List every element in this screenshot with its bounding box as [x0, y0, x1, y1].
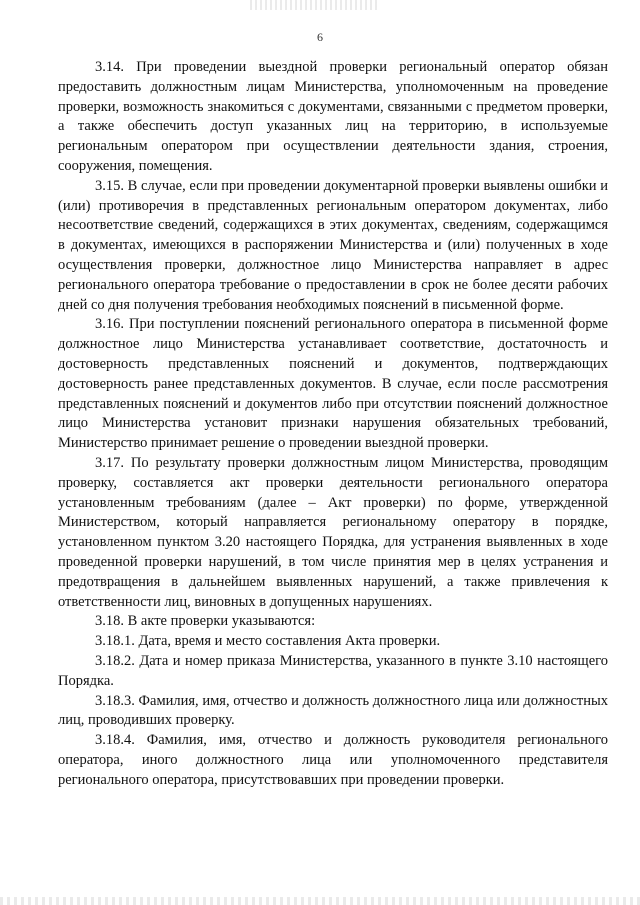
paragraph-3-17: 3.17. По результату проверки должностным лицом Министерства, проводящим проверку, составляется акт проверки деятельности регионального оператора установленным требованиям (далее – Акт проверки) по форме, утвержденной Министерством, который направляется региональному оператору в порядке, установленном пунктом 3.20 настоящего Порядка, для устранения выявленных в ходе проведенной проверки нарушений, в том числе принятия мер в целях устранения и предотвращения в дальнейшем выявленных нарушений, а также привлечения к ответственности лиц, виновных в допущенных нарушениях. — [58, 454, 608, 610]
document-body — [58, 58, 608, 790]
paragraph-3-18-2: 3.18.2. Дата и номер приказа Министерства, указанного в пункте 3.10 настоящего Порядка. — [58, 652, 608, 689]
page-number: 6 — [317, 30, 323, 44]
scan-artifact-top — [250, 0, 380, 10]
paragraph-3-16: 3.16. При поступлении пояснений регионального оператора в письменной форме должностное лицо Министерства устанавливает соответствие, достаточность и достоверность представленных пояснений и документов, подтверждающих достоверность ранее представленных документов. В случае, если после рассмотрения представленных пояснений и документов либо при отсутствии пояснений должностное лицо Министерства установит признаки нарушения обязательных требований, Министерство принимает решение о проведении выездной проверки. — [58, 316, 608, 452]
scan-artifact-bottom — [0, 897, 640, 905]
paragraph-3-18-1: 3.18.1. Дата, время и место составления Акта проверки. — [95, 633, 441, 650]
paragraph-3-14: 3.14. При проведении выездной проверки региональный оператор обязан предоставить должностным лицам Министерства, уполномоченным на проведение проверки, возможность знакомиться с документами, связанными с предметом проверки, а также обеспечить доступ указанных лиц на территорию, в используемые региональным оператором при осуществлении деятельности здания, строения, сооружения, помещения. — [58, 59, 608, 174]
paragraph-3-18-4: 3.18.4. Фамилия, имя, отчество и должность руководителя регионального оператора, иного должностного лица или уполномоченного представителя регионального оператора, присутствовавших при проведении проверки. — [58, 732, 608, 788]
paragraph-3-15: 3.15. В случае, если при проведении документарной проверки выявлены ошибки и (или) противоречия в представленных региональным оператором документах, либо несоответствие сведений, содержащихся в этих документах, сведениям, содержащимся в документах, имеющихся в распоряжении Министерства и (или) полученных в ходе осуществления проверки, должностное лицо Министерства направляет в адрес регионального оператора требование о предоставлении в срок не более десяти рабочих дней со дня получения требования необходимых пояснений в письменной форме. — [58, 177, 608, 313]
paragraph-3-18: 3.18. В акте проверки указываются: — [95, 613, 316, 630]
paragraph-3-18-3: 3.18.3. Фамилия, имя, отчество и должность должностного лица или должностных лиц, проводивших проверку. — [58, 692, 608, 729]
